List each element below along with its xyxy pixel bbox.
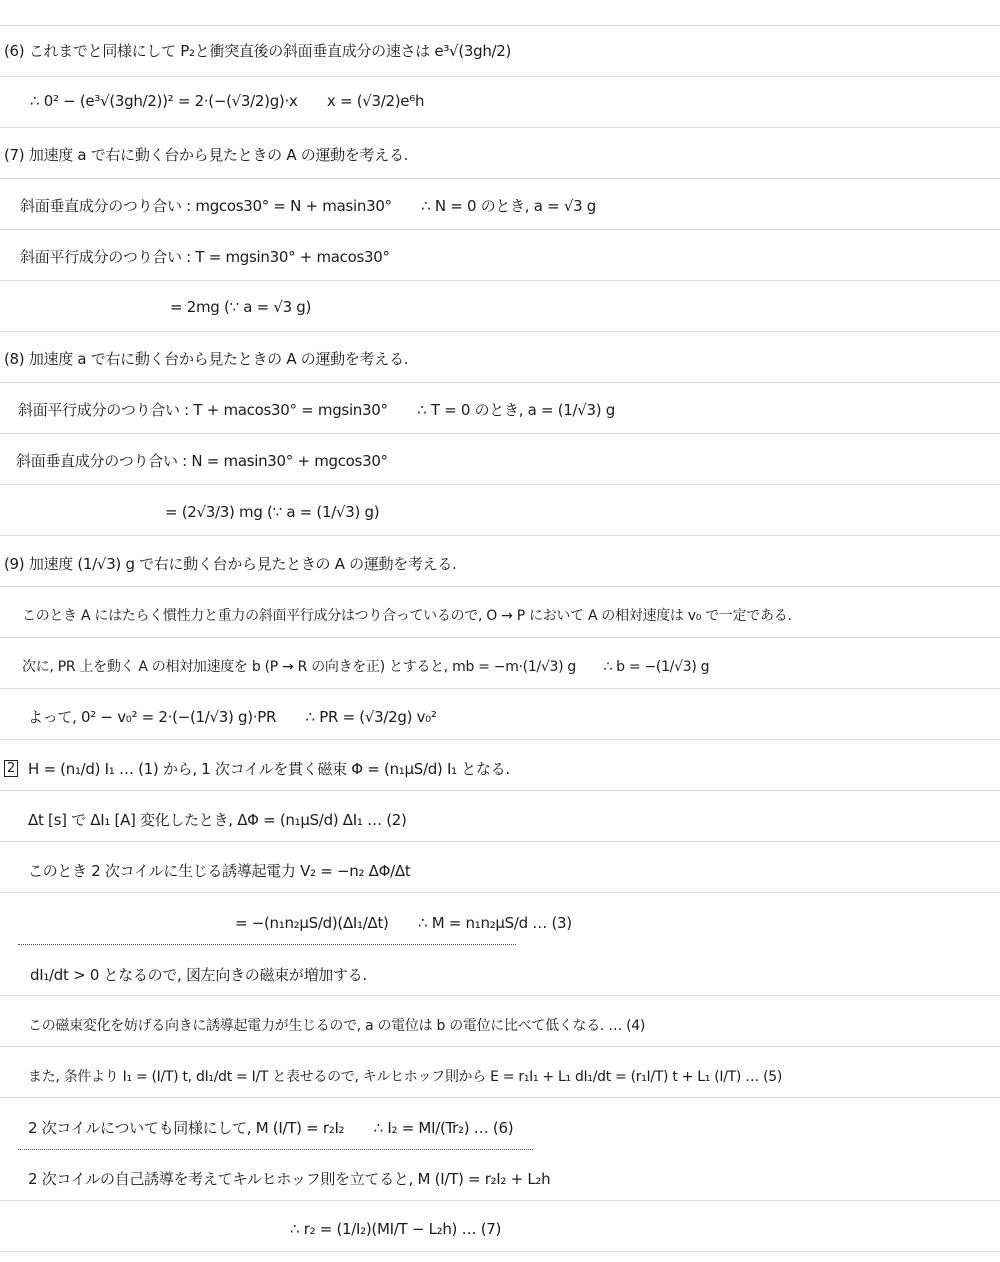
note-line: このとき A にはたらく慣性力と重力の斜面平行成分はつり合っているので, O → P において A の相対速度は v₀ で一定である.: [22, 608, 792, 624]
note-line: = (2√3/3) mg (∵ a = (1/√3) g): [165, 503, 380, 521]
rule-line: [0, 127, 1000, 128]
note-line: = 2mg (∵ a = √3 g): [170, 298, 312, 316]
note-line: 次に, PR 上を動く A の相対加速度を b (P → R の向きを正) とすると, mb = −m·(1/√3) g ∴ b = −(1/√3) g: [22, 659, 710, 675]
rule-line: [0, 25, 1000, 26]
note-line: ∴ r₂ = (1/I₂)(MI/T − L₂h) … (7): [290, 1220, 502, 1238]
note-line: ∴ 0² − (e³√(3gh/2))² = 2·(−(√3/2)g)·x x = (√3/2)e⁶h: [30, 92, 425, 110]
note-line: 斜面平行成分のつり合い : T + macos30° = mgsin30° ∴ T = 0 のとき, a = (1/√3) g: [18, 401, 616, 419]
problem-number-box: [4, 760, 18, 777]
rule-line: [0, 76, 1000, 77]
rule-line: [0, 790, 1000, 791]
note-line: (9) 加速度 (1/√3) g で右に動く台から見たときの A の運動を考える.: [4, 555, 457, 573]
note-line: 斜面垂直成分のつり合い : N = masin30° + mgcos30°: [16, 452, 388, 470]
rule-line: [0, 586, 1000, 587]
note-line: (6) これまでと同様にして P₂と衝突直後の斜面垂直成分の速さは e³√(3gh/2): [4, 42, 512, 60]
rule-line: [0, 280, 1000, 281]
note-line: (7) 加速度 a で右に動く台から見たときの A の運動を考える.: [4, 146, 409, 164]
dotted-divider: [18, 944, 516, 945]
rule-line: [0, 995, 1000, 996]
rule-line: [0, 433, 1000, 434]
rule-line: [0, 1200, 1000, 1201]
rule-line: [0, 229, 1000, 230]
note-line: この磁束変化を妨げる向きに誘導起電力が生じるので, a の電位は b の電位に比べて低くなる. … (4): [28, 1018, 645, 1034]
rule-line: [0, 1046, 1000, 1047]
note-line: 斜面垂直成分のつり合い : mgcos30° = N + masin30° ∴ N = 0 のとき, a = √3 g: [20, 197, 597, 215]
rule-line: [0, 739, 1000, 740]
rule-line: [0, 1097, 1000, 1098]
note-line: H = (n₁/d) I₁ … (1) から, 1 次コイルを貫く磁束 Φ = (n₁μS/d) I₁ となる.: [28, 760, 510, 778]
rule-line: [0, 892, 1000, 893]
problem-number: 2: [4, 760, 18, 777]
note-line: 2 次コイルの自己誘導を考えてキルヒホッフ則を立てると, M (I/T) = r₂I₂ + L₂h: [28, 1170, 551, 1188]
note-line: (8) 加速度 a で右に動く台から見たときの A の運動を考える.: [4, 350, 409, 368]
rule-line: [0, 1251, 1000, 1252]
note-line: dI₁/dt > 0 となるので, 図左向きの磁束が増加する.: [30, 966, 367, 984]
note-line: このとき 2 次コイルに生じる誘導起電力 V₂ = −n₂ ΔΦ/Δt: [28, 862, 411, 880]
note-line: 2 次コイルについても同様にして, M (I/T) = r₂I₂ ∴ I₂ = MI/(Tr₂) … (6): [28, 1119, 514, 1137]
note-line: = −(n₁n₂μS/d)(ΔI₁/Δt) ∴ M = n₁n₂μS/d … (3): [235, 914, 572, 932]
rule-line: [0, 688, 1000, 689]
rule-line: [0, 535, 1000, 536]
rule-line: [0, 382, 1000, 383]
rule-line: [0, 841, 1000, 842]
dotted-divider: [18, 1149, 533, 1150]
rule-line: [0, 331, 1000, 332]
rule-line: [0, 484, 1000, 485]
note-line: また, 条件より I₁ = (I/T) t, dI₁/dt = I/T と表せるので, キルヒホッフ則から E = r₁I₁ + L₁ dI₁/dt = (r₁I/T) t + L₁ (I/T) … (5): [28, 1069, 782, 1085]
rule-line: [0, 178, 1000, 179]
note-line: 斜面平行成分のつり合い : T = mgsin30° + macos30°: [20, 248, 390, 266]
rule-line: [0, 637, 1000, 638]
note-line: よって, 0² − v₀² = 2·(−(1/√3) g)·PR ∴ PR = (√3/2g) v₀²: [28, 708, 437, 726]
note-line: Δt [s] で ΔI₁ [A] 変化したとき, ΔΦ = (n₁μS/d) ΔI₁ … (2): [28, 811, 407, 829]
